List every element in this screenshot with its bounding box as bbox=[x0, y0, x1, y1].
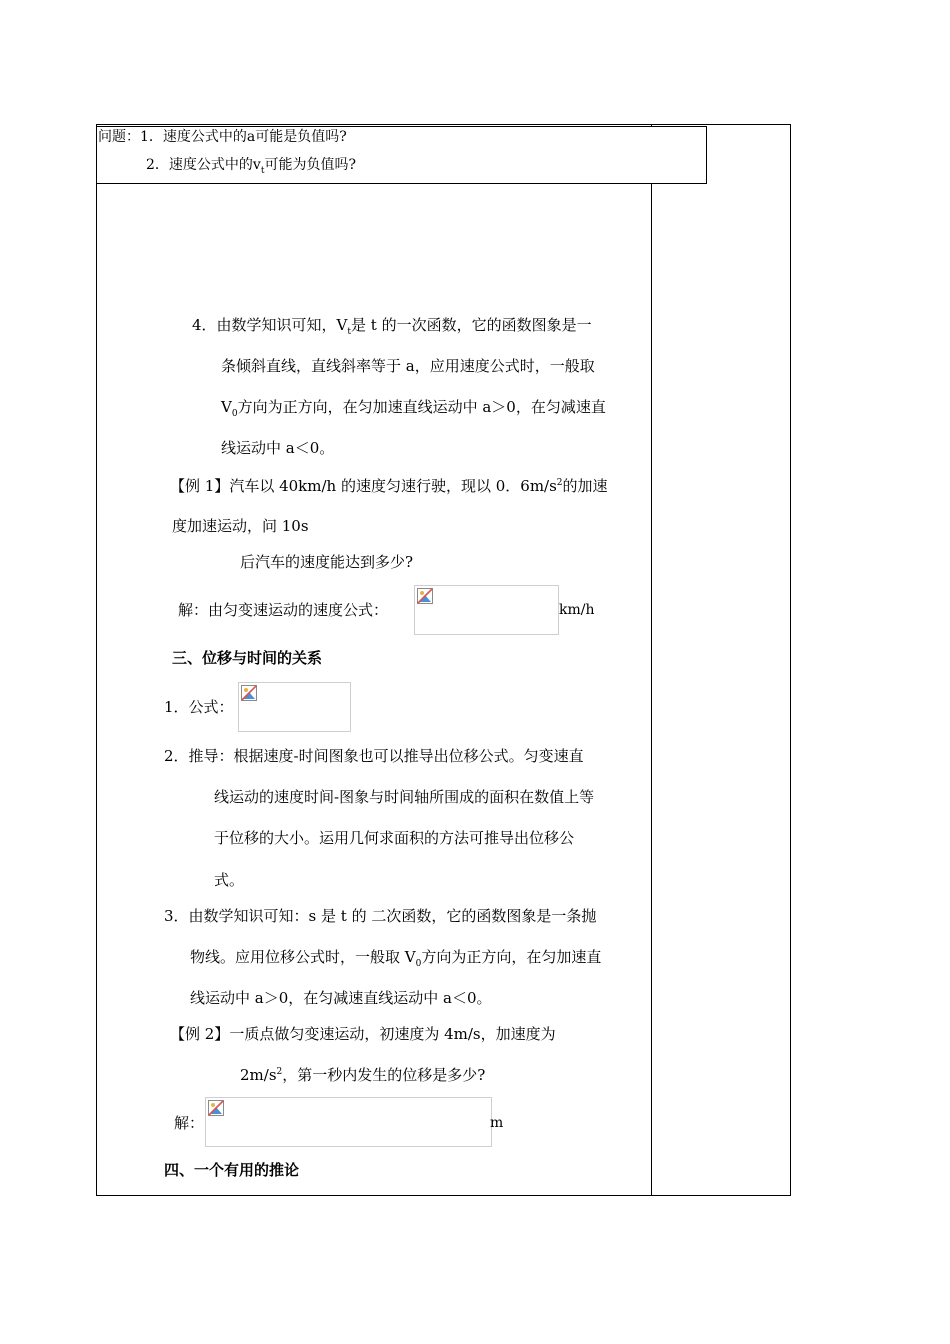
table-right-border bbox=[790, 124, 791, 1196]
example2-line1: 【例 2】一质点做匀变速运动，初速度为 4m/s，加速度为 bbox=[170, 1025, 556, 1043]
broken-image-icon bbox=[208, 1100, 224, 1116]
example2-solution-label: 解： bbox=[174, 1114, 205, 1132]
example1-formula-image bbox=[414, 585, 559, 635]
section3-math-line3: 线运动中 a＞0，在匀减速直线运动中 a＜0。 bbox=[190, 989, 492, 1007]
table-bottom-border bbox=[96, 1195, 791, 1196]
section3-formula-image bbox=[238, 682, 351, 732]
broken-image-icon bbox=[417, 588, 433, 604]
section3-heading: 三、位移与时间的关系 bbox=[172, 649, 323, 667]
example1-line2: 度加速运动，问 10s bbox=[172, 517, 309, 535]
item4-line4: 线运动中 a＜0。 bbox=[221, 439, 335, 457]
section3-derivation-line2: 线运动的速度时间-图象与时间轴所围成的面积在数值上等 bbox=[214, 788, 595, 806]
table-top-border bbox=[96, 124, 791, 125]
section3-derivation-line4: 式。 bbox=[214, 871, 245, 889]
example1-line1: 【例 1】汽车以 40km/h 的速度匀速行驶，现以 0．$6m/s^2$的加速 bbox=[170, 477, 608, 495]
example1-unit: km/h bbox=[559, 602, 595, 618]
section4-heading: 四、一个有用的推论 bbox=[164, 1161, 300, 1179]
example2-line2: $2m/s^2$，第一秒内发生的位移是多少? bbox=[240, 1066, 486, 1084]
question-1: 1．速度公式中的a可能是负值吗? bbox=[140, 129, 347, 145]
table-column-divider bbox=[651, 184, 652, 1196]
table-left-border bbox=[96, 124, 97, 1196]
item4-line1: 4．由数学知识可知，$V_t$是 t 的一次函数，它的函数图象是一 bbox=[192, 316, 592, 337]
question-box-line1 bbox=[98, 127, 347, 147]
section3-math-line2: 物线。应用位移公式时，一般取 $V_0$方向为正方向，在匀加速直 bbox=[190, 948, 602, 969]
question-label: 问题： bbox=[98, 129, 140, 145]
example2-tag: 【例 2】 bbox=[170, 1025, 230, 1043]
question-2: 2．速度公式中的$v_t$可能为负值吗? bbox=[146, 157, 356, 176]
item4-line3: $V_0$方向为正方向，在匀加速直线运动中 a＞0，在匀减速直 bbox=[221, 398, 606, 419]
broken-image-icon bbox=[241, 685, 257, 701]
example1-line3: 后汽车的速度能达到多少? bbox=[240, 553, 414, 571]
example1-tag: 【例 1】 bbox=[170, 477, 230, 495]
section3-math-line1: 3．由数学知识可知：s 是 t 的 二次函数，它的函数图象是一条抛 bbox=[164, 907, 597, 925]
example2-formula-image bbox=[205, 1097, 492, 1147]
item4-line2: 条倾斜直线，直线斜率等于 a，应用速度公式时，一般取 bbox=[221, 357, 595, 375]
example2-unit: m bbox=[490, 1115, 504, 1131]
section3-derivation-line3: 于位移的大小。运用几何求面积的方法可推导出位移公 bbox=[214, 829, 575, 847]
example1-solution-label: 解：由匀变速运动的速度公式： bbox=[178, 601, 389, 619]
section3-formula-label: 1．公式： bbox=[164, 698, 234, 716]
section3-derivation-line1: 2．推导：根据速度-时间图象也可以推导出位移公式。匀变速直 bbox=[164, 747, 584, 765]
